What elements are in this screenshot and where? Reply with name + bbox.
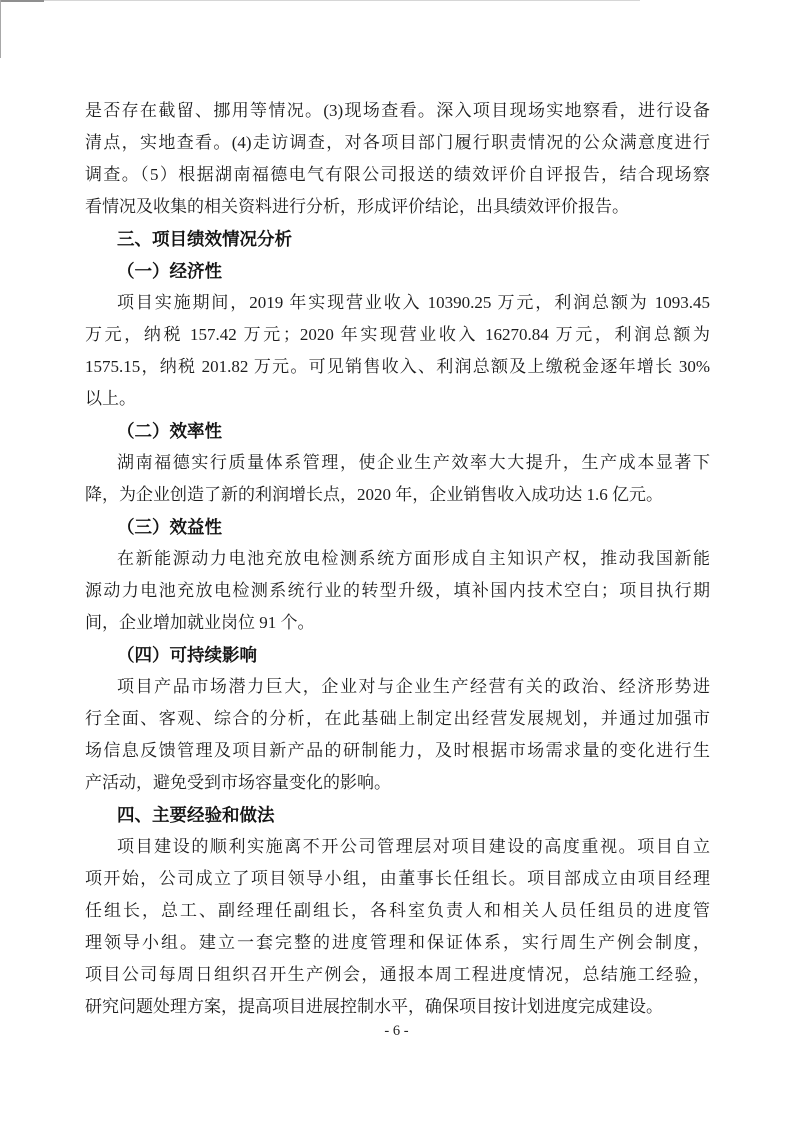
scan-edge-artifact-top-dark [0, 0, 44, 2]
text-line: 是否存在截留、挪用等情况。(3)现场查看。深入项目现场实地察看，进行设备 [85, 101, 710, 120]
text-line: 任组长，总工、副经理任副组长，各科室负责人和相关人员任组员的进度管 [85, 901, 710, 920]
text-line: 行全面、客观、综合的分析，在此基础上制定出经营发展规划，并通过加强市 [85, 709, 710, 728]
subsection-heading: （四）可持续影响 [117, 645, 257, 665]
subsection-heading: （三）效益性 [117, 517, 222, 537]
document-body [85, 95, 710, 1023]
text-line: 场信息反馈管理及项目新产品的研制能力，及时根据市场需求量的变化进行生 [85, 741, 710, 760]
text-line: 项目公司每周日组织召开生产例会，通报本周工程进度情况，总结施工经验， [85, 965, 710, 984]
scan-edge-artifact-left [0, 0, 1, 58]
text-line: 项开始，公司成立了项目领导小组，由董事长任组长。项目部成立由项目经理 [85, 869, 710, 888]
text-line: 降，为企业创造了新的利润增长点，2020 年，企业销售收入成功达 1.6 亿元。 [85, 485, 663, 504]
scan-edge-artifact-top [0, 0, 640, 1]
text-line: 1575.15，纳税 201.82 万元。可见销售收入、利润总额及上缴税金逐年增长 30% [85, 357, 710, 376]
text-line: 万元，纳税 157.42 万元；2020 年实现营业收入 16270.84 万元，利润总额为 [85, 325, 710, 344]
section-heading: 三、项目绩效情况分析 [117, 229, 292, 249]
text-line: 在新能源动力电池充放电检测系统方面形成自主知识产权，推动我国新能 [117, 549, 710, 568]
text-line: 产活动，避免受到市场容量变化的影响。 [85, 773, 391, 792]
text-line: 以上。 [85, 389, 136, 408]
text-line: 间，企业增加就业岗位 91 个。 [85, 613, 315, 632]
text-line: 源动力电池充放电检测系统行业的转型升级，填补国内技术空白；项目执行期 [85, 581, 710, 600]
text-line: 研究问题处理方案，提高项目进展控制水平，确保项目按计划进度完成建设。 [85, 997, 663, 1016]
text-line: 看情况及收集的相关资料进行分析，形成评价结论，出具绩效评价报告。 [85, 197, 629, 216]
text-line: 湖南福德实行质量体系管理，使企业生产效率大大提升，生产成本显著下 [117, 453, 710, 472]
text-line: 调查。（5）根据湖南福德电气有限公司报送的绩效评价自评报告，结合现场察 [85, 165, 710, 184]
section-heading: 四、主要经验和做法 [117, 805, 275, 825]
text-line: 项目实施期间，2019 年实现营业收入 10390.25 万元，利润总额为 1093.45 [117, 293, 710, 312]
text-line: 清点，实地查看。(4)走访调查，对各项目部门履行职责情况的公众满意度进行 [85, 133, 710, 152]
subsection-heading: （二）效率性 [117, 421, 222, 441]
text-line: 项目建设的顺利实施离不开公司管理层对项目建设的高度重视。项目自立 [117, 837, 710, 856]
page-number: - 6 - [384, 1023, 409, 1039]
subsection-heading: （一）经济性 [117, 261, 222, 281]
text-line: 理领导小组。建立一套完整的进度管理和保证体系，实行周生产例会制度， [85, 933, 710, 952]
text-line: 项目产品市场潜力巨大，企业对与企业生产经营有关的政治、经济形势进 [117, 677, 710, 696]
